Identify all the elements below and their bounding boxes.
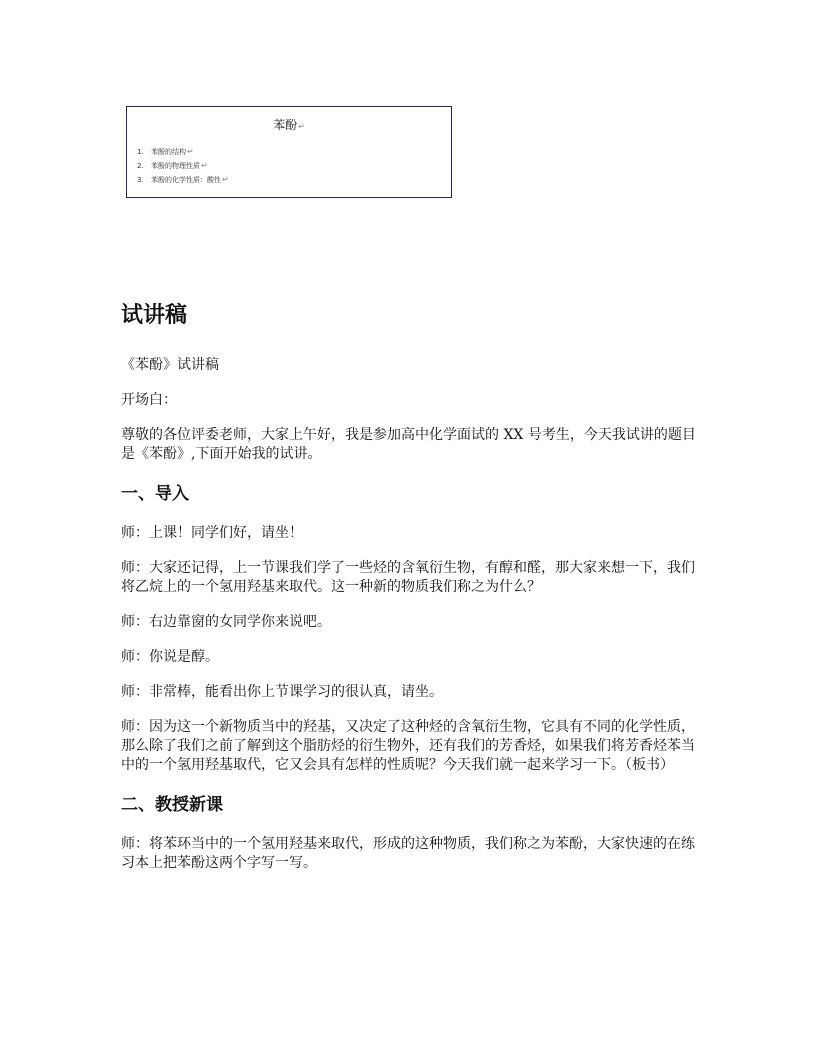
slide-title: 苯酚↵: [273, 118, 305, 132]
document-subtitle: 《苯酚》试讲稿: [121, 357, 219, 373]
paragraph-mark-icon: ↵: [222, 175, 229, 184]
paragraph-mark-icon: ↵: [298, 122, 305, 131]
slide-thumbnail: [126, 106, 452, 198]
slide-outline-item: 1. 苯酚的结构↵: [137, 147, 194, 156]
slide-outline-item: 3. 苯酚的化学性质：酸性↵: [137, 175, 229, 184]
opening-text: 尊敬的各位评委老师，大家上午好，我是参加高中化学面试的 XX 号考生，今天我试讲的题目是《苯酚》,下面开始我的试讲。: [121, 427, 696, 462]
document-heading: 试讲稿: [121, 303, 188, 328]
document-body: [121, 298, 701, 889]
paragraph: 师：上课！同学们好，请坐！: [121, 525, 303, 541]
section-heading-intro: 一、导入: [121, 484, 189, 504]
paragraph-mark-icon: ↵: [201, 161, 208, 170]
paragraph: 师：你说是醇。: [121, 649, 219, 665]
paragraph: 师：因为这一个新物质当中的羟基，又决定了这种烃的含氧衍生物，它具有不同的化学性质，那么除了我们之前了解到这个脂肪烃的衍生物外，还有我们的芳香烃，如果我们将芳香烃苯当中的一个氢用羟基取代，它又会具有怎样的性质呢？今天我们就一起来学习一下。（板书）: [121, 719, 695, 773]
paragraph: 师：右边靠窗的女同学你来说吧。: [121, 614, 331, 630]
slide-outline-item: 2. 苯酚的物理性质↵: [137, 161, 208, 170]
section-heading-new-lesson: 二、教授新课: [121, 795, 223, 815]
slide-outline-list: [137, 147, 229, 189]
paragraph-mark-icon: ↵: [187, 147, 194, 156]
paragraph: 师：大家还记得，上一节课我们学了一些烃的含氧衍生物，有醇和醛，那大家来想一下，我们将乙烷上的一个氢用羟基来取代。这一种新的物质我们称之为什么？: [121, 560, 695, 595]
opening-label: 开场白：: [121, 392, 177, 408]
paragraph: 师：将苯环当中的一个氢用羟基来取代，形成的这种物质，我们称之为苯酚，大家快速的在练习本上把苯酚这两个字写一写。: [121, 836, 695, 871]
paragraph: 师：非常棒，能看出你上节课学习的很认真，请坐。: [121, 684, 443, 700]
